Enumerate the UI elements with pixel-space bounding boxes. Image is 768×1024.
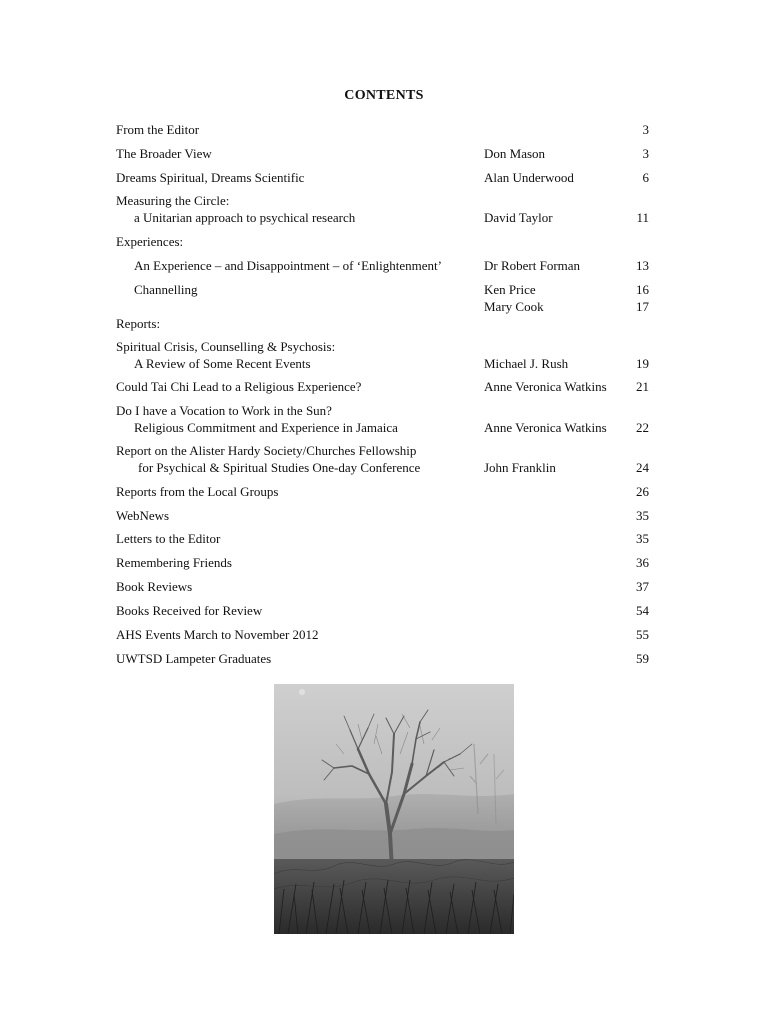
toc-page: 3 <box>642 146 649 161</box>
toc-entry-vocation-subtitle <box>116 419 649 436</box>
toc-page: 24 <box>636 460 649 475</box>
toc-title: Channelling <box>134 282 198 297</box>
toc-entry-lampeter-graduates <box>116 650 649 667</box>
toc-author: Anne Veronica Watkins <box>484 420 607 435</box>
toc-title: From the Editor <box>116 122 200 137</box>
toc-entry-remembering-friends <box>116 554 649 571</box>
toc-entry-dreams <box>116 169 649 186</box>
toc-subtitle: a Unitarian approach to psychical research <box>134 210 356 225</box>
toc-title: Dreams Spiritual, Dreams Scientific <box>116 170 305 185</box>
table-of-contents <box>116 121 649 667</box>
toc-page: 36 <box>636 555 649 570</box>
toc-title: UWTSD Lampeter Graduates <box>116 651 272 666</box>
toc-title: Do I have a Vocation to Work in the Sun? <box>116 403 332 418</box>
toc-title: Letters to the Editor <box>116 531 221 546</box>
toc-entry-conference-title <box>116 442 649 459</box>
toc-page: 11 <box>636 210 649 225</box>
toc-page: 55 <box>636 627 649 642</box>
toc-section-heading: Experiences: <box>116 234 184 249</box>
toc-page: 13 <box>636 258 649 273</box>
toc-page: 19 <box>636 356 649 371</box>
toc-title: Could Tai Chi Lead to a Religious Experience? <box>116 379 362 394</box>
misty-tree-photo <box>274 684 514 934</box>
toc-subtitle: for Psychical & Spiritual Studies One-day Conference <box>138 460 421 475</box>
toc-title: Reports from the Local Groups <box>116 484 279 499</box>
toc-author: Dr Robert Forman <box>484 258 581 273</box>
toc-title: Measuring the Circle: <box>116 193 230 208</box>
toc-title: Report on the Alister Hardy Society/Churches Fellowship <box>116 443 417 458</box>
toc-title: Books Received for Review <box>116 603 263 618</box>
toc-entry-from-the-editor <box>116 121 649 138</box>
toc-entry-book-reviews <box>116 578 649 595</box>
toc-entry-channelling-second-author <box>116 298 649 315</box>
toc-title: An Experience – and Disappointment – of ‘Enlightenment’ <box>134 258 442 273</box>
toc-page: 6 <box>642 170 649 185</box>
toc-entry-measuring-circle-subtitle <box>116 209 649 226</box>
toc-entry-channelling <box>116 281 649 298</box>
toc-entry-tai-chi <box>116 378 649 395</box>
toc-subtitle: Religious Commitment and Experience in Jamaica <box>134 420 398 435</box>
toc-author: Don Mason <box>484 146 546 161</box>
toc-page: 59 <box>636 651 649 666</box>
toc-title: Spiritual Crisis, Counselling & Psychosis: <box>116 339 336 354</box>
toc-entry-measuring-circle-title <box>116 192 649 209</box>
toc-entry-conference-subtitle <box>116 459 649 476</box>
toc-subtitle: A Review of Some Recent Events <box>134 356 311 371</box>
toc-author: Mary Cook <box>484 299 544 314</box>
toc-page: 35 <box>636 531 649 546</box>
toc-entry-letters <box>116 530 649 547</box>
toc-section-heading: Reports: <box>116 316 161 331</box>
toc-section-experiences <box>116 233 649 250</box>
toc-author: Anne Veronica Watkins <box>484 379 607 394</box>
toc-title: AHS Events March to November 2012 <box>116 627 319 642</box>
toc-page: 35 <box>636 508 649 523</box>
toc-page: 37 <box>636 579 649 594</box>
toc-entry-local-groups <box>116 483 649 500</box>
toc-section-reports <box>116 315 649 332</box>
toc-page: 26 <box>636 484 649 499</box>
toc-title: Remembering Friends <box>116 555 232 570</box>
toc-page: 3 <box>642 122 649 137</box>
toc-page: 54 <box>636 603 649 618</box>
toc-title: Book Reviews <box>116 579 193 594</box>
toc-entry-ahs-events <box>116 626 649 643</box>
toc-author: Alan Underwood <box>484 170 574 185</box>
toc-entry-spiritual-crisis-title <box>116 338 649 355</box>
toc-author: Michael J. Rush <box>484 356 569 371</box>
page-title: CONTENTS <box>344 88 424 103</box>
toc-author: Ken Price <box>484 282 536 297</box>
toc-entry-vocation-title <box>116 402 649 419</box>
toc-entry-books-received <box>116 602 649 619</box>
toc-page: 16 <box>636 282 649 297</box>
toc-page: 17 <box>636 299 649 314</box>
toc-entry-broader-view <box>116 145 649 162</box>
toc-entry-enlightenment <box>116 257 649 274</box>
toc-entry-spiritual-crisis-subtitle <box>116 355 649 372</box>
toc-title: WebNews <box>116 508 170 523</box>
toc-author: John Franklin <box>484 460 556 475</box>
toc-entry-webnews <box>116 507 649 524</box>
toc-page: 22 <box>636 420 649 435</box>
toc-author: David Taylor <box>484 210 553 225</box>
toc-title: The Broader View <box>116 146 212 161</box>
toc-page: 21 <box>636 379 649 394</box>
